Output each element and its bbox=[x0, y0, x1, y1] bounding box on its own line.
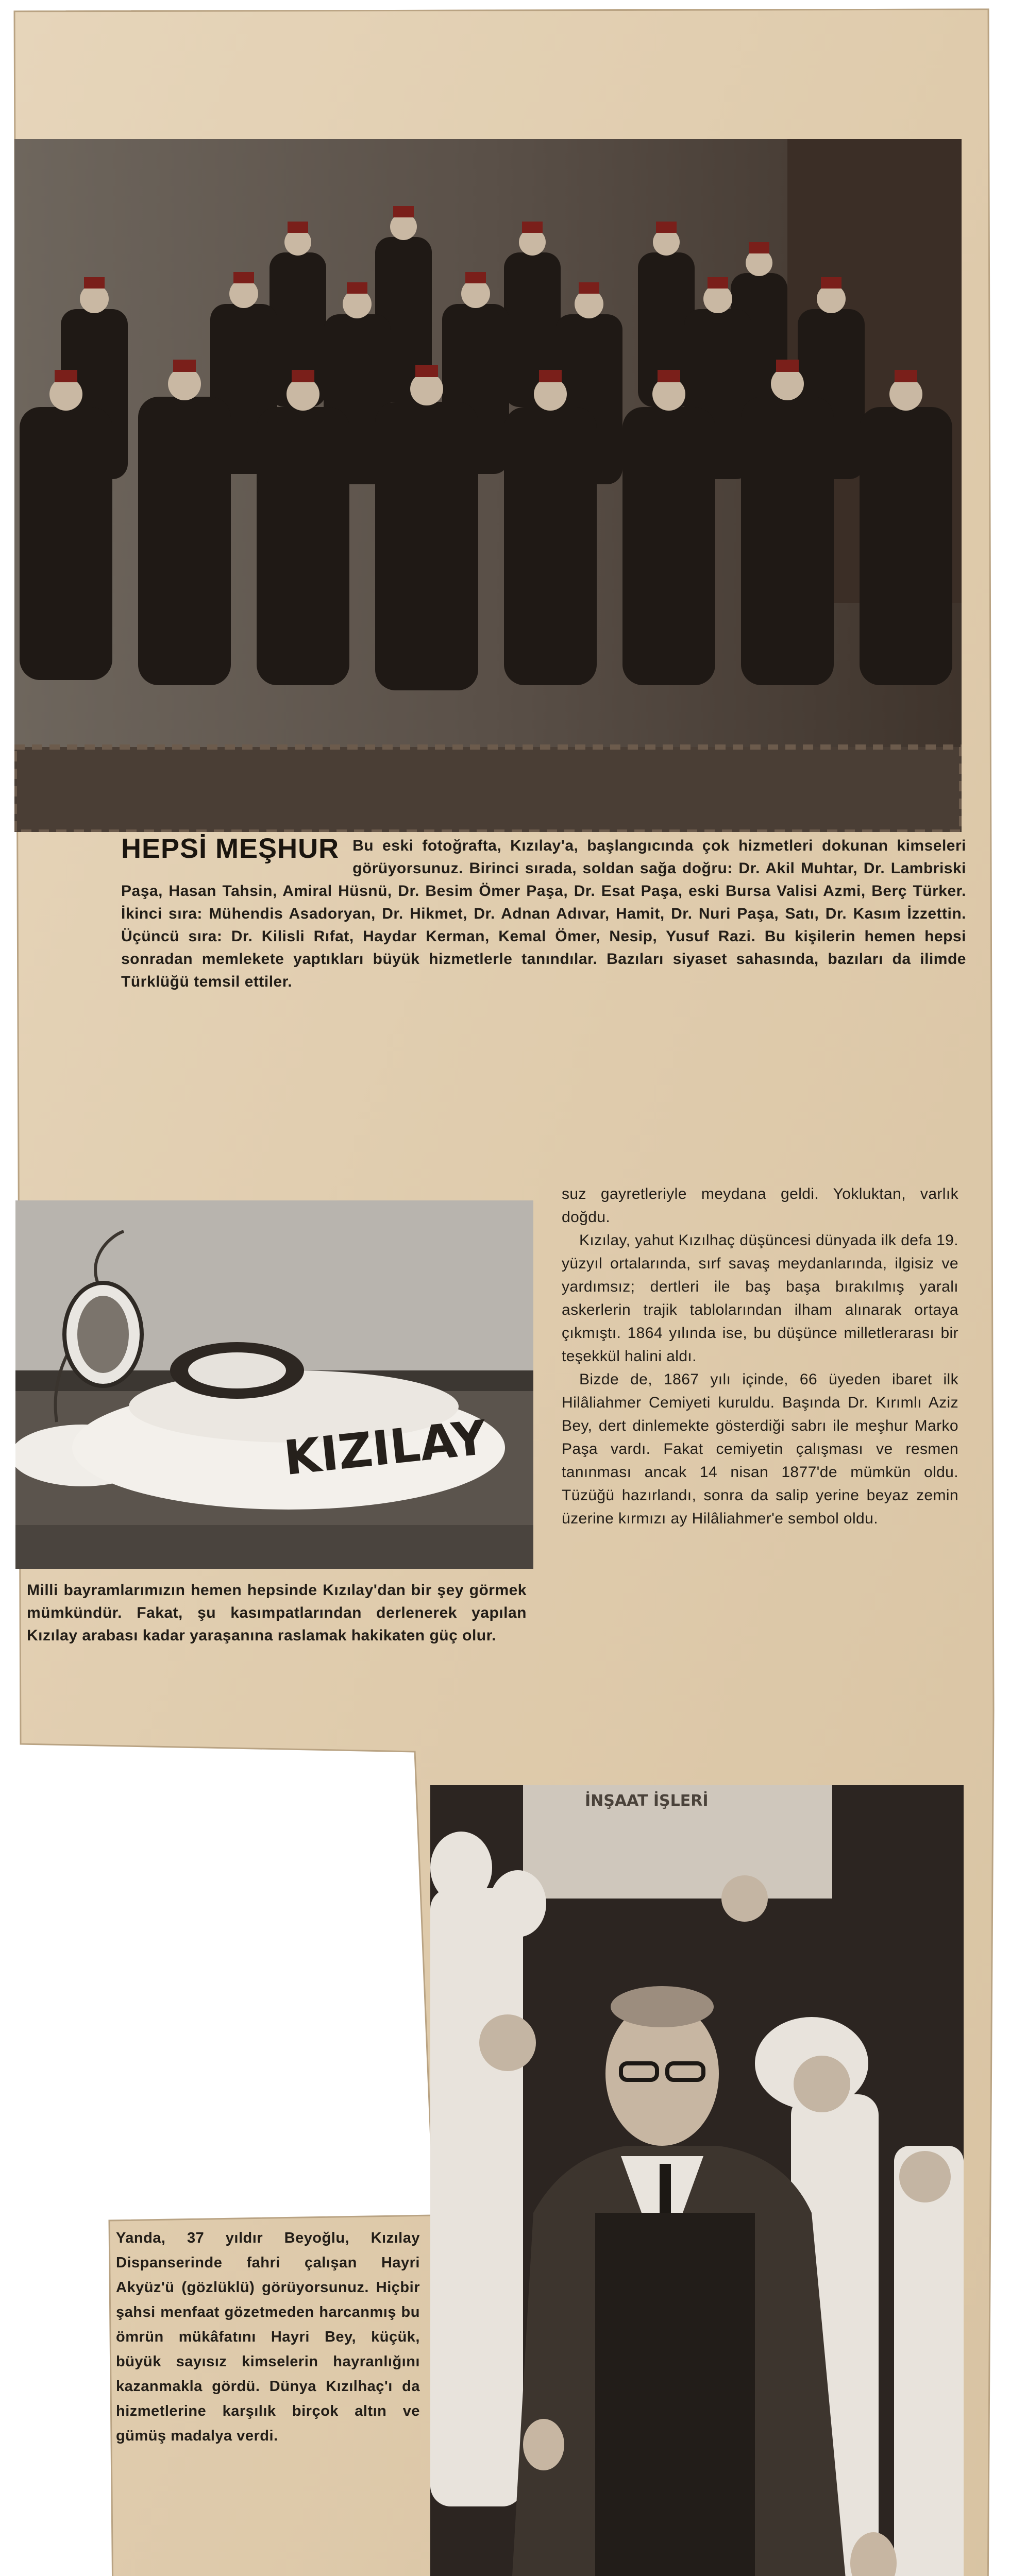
float-caption: Milli bayramlarımızın hemen hepsinde Kızılay'dan bir şey görmek mümkündür. Fakat, şu kasımpatlarından derlenerek yapılan Kızılay arabası kadar yaraşanına raslamak hakikaten güç olur. bbox=[27, 1582, 527, 1644]
hayri-caption: Yanda, 37 yıldır Beyoğlu, Kızılay Dispanserinde fahri çalışan Hayri Akyüz'ü (gözlüklü) görüyorsunuz. Hiçbir şahsi menfaat gözetmeden harcanmış bu ömrün mükâfatını Hayri Bey, küçük, büyük sayısız kimselerin hayranlığını kazanmakla gördü. Dünya Kızılhaç'ı da hizmetlerine karşılık birçok altın ve gümüş madalya verdi. bbox=[116, 2230, 420, 2444]
body-paragraph-1: suz gayretleriyle meydana geldi. Yokluktan, varlık doğdu. bbox=[562, 1185, 958, 1226]
body-paragraph-3: Bizde de, 1867 yılı içinde, 66 üyeden ibaret ilk Hilâliahmer Cemiyeti kuruldu. Başında Dr. Kırımlı Aziz Bey, dert dinlemekte gösterdiği sabrı ile meşhur Marko Paşa vardı. Fakat cemiyetin çalışması ve resmen tanınması ancak 14 nisan 1877'de mümkün oldu. Tüzüğü hazırlandı, sonra da salip yerine beyaz zemin üzerine kırmızı ay Hilâliahmer'e sembol oldu. bbox=[562, 1371, 958, 1527]
kizilay-float-photo bbox=[15, 1200, 533, 1569]
group-portrait-photo bbox=[14, 139, 962, 832]
group-photo-caption-text: Bu eski fotoğrafta, Kızılay'a, başlangıcında çok hizmetleri dokunan kimseleri görüyorsunuz. Birinci sırada, soldan sağa doğru: Dr. Akil Muhtar, Dr. Lambriski Paşa, Hasan Tahsin, Amiral Hüsnü, Dr. Besim Ömer Paşa, Dr. Esat Paşa, eski Bursa Valisi Azmi, Berç Türker. İkinci sıra: Mühendis Asadoryan, Dr. Hikmet, Dr. Adnan Adıvar, Hamit, Dr. Nuri Paşa, Satı, Dr. Kasım İzzettin. Üçüncü sıra: Dr. Kilisli Rıfat, Haydar Kerman, Kemal Ömer, Nesip, Yusuf Razi. Bu kişilerin hemen hepsi sonradan memlekete yaptıkları büyük hizmetlerle tanındılar. Bazıları siyaset sahasında, bazıları da ilimde Türklüğü temsil ettiler. bbox=[121, 837, 966, 990]
float-lettering: KIZILAY bbox=[281, 1410, 490, 1486]
article-body bbox=[562, 1182, 958, 1530]
wall-sign: İNŞAAT İŞLERİ bbox=[585, 1792, 709, 1810]
group-photo-caption bbox=[121, 835, 966, 993]
body-paragraph-2: Kızılay, yahut Kızılhaç düşüncesi dünyada ilk defa 19. yüzyıl ortalarında, sırf savaş meydanlarında, ilgisiz ve yardımsız; dertleri ile baş başa bırakılmış yaralı askerlerin trajik tablolarından ilham alınarak ortaya çıkmıştı. 1864 yılında ise, bu düşünce milletlerarası bir teşekkül halini aldı. bbox=[562, 1232, 958, 1365]
headline: HEPSİ MEŞHUR bbox=[121, 833, 340, 864]
hayri-akyuz-photo bbox=[430, 1785, 964, 2576]
